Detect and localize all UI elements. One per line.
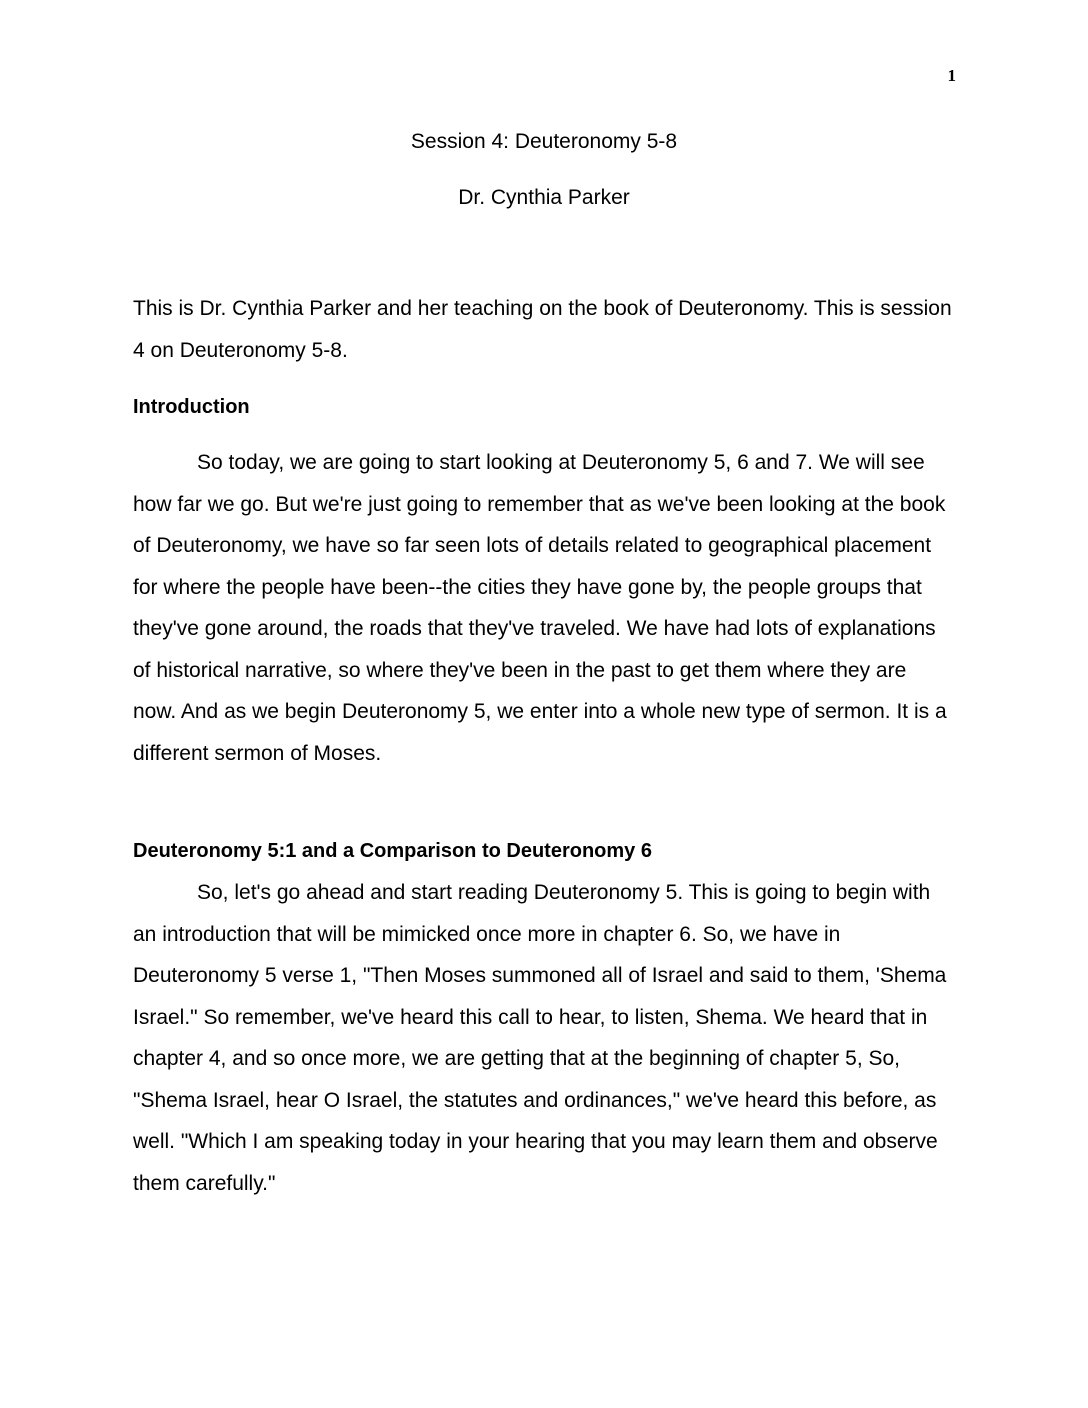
intro-paragraph: This is Dr. Cynthia Parker and her teaching on the book of Deuteronomy. This is session 4 on Deuteronomy 5-8.	[133, 297, 952, 362]
document-title: Session 4: Deuteronomy 5-8	[410, 130, 678, 153]
section-paragraph-deuteronomy-5-1: So, let's go ahead and start reading Deuteronomy 5. This is going to begin with an introduction that will be mimicked once more in chapter 6. So, we have in Deuteronomy 5 verse 1, "Then Moses summoned all of Israel and said to them, 'Shema Israel." So remember, we've heard this call to hear, to listen, Shema. We heard that in chapter 4, and so once more, we are getting that at the beginning of chapter 5, So, "Shema Israel, hear O Israel, the statutes and ordinances," we've heard this before, as well. "Which I am speaking today in your hearing that you may learn them and observe them carefully."	[133, 881, 947, 1195]
section-paragraph-introduction: So today, we are going to start looking at Deuteronomy 5, 6 and 7. We will see how far we go. But we're just going to remember that as we've been looking at the book of Deuteronomy, we have so far seen lots of details related to geographical placement for where the people have been--the cities they have gone by, the people groups that they've gone around, the roads that they've traveled. We have had lots of explanations of historical narrative, so where they've been in the past to get them where they are now. And as we begin Deuteronomy 5, we enter into a whole new type of sermon. It is a different sermon of Moses.	[133, 451, 947, 765]
section-heading-introduction: Introduction	[133, 396, 250, 418]
document-author: Dr. Cynthia Parker	[458, 186, 630, 209]
section-heading-deuteronomy-5-1: Deuteronomy 5:1 and a Comparison to Deuteronomy 6	[133, 840, 652, 862]
page-number: 1	[947, 66, 956, 85]
